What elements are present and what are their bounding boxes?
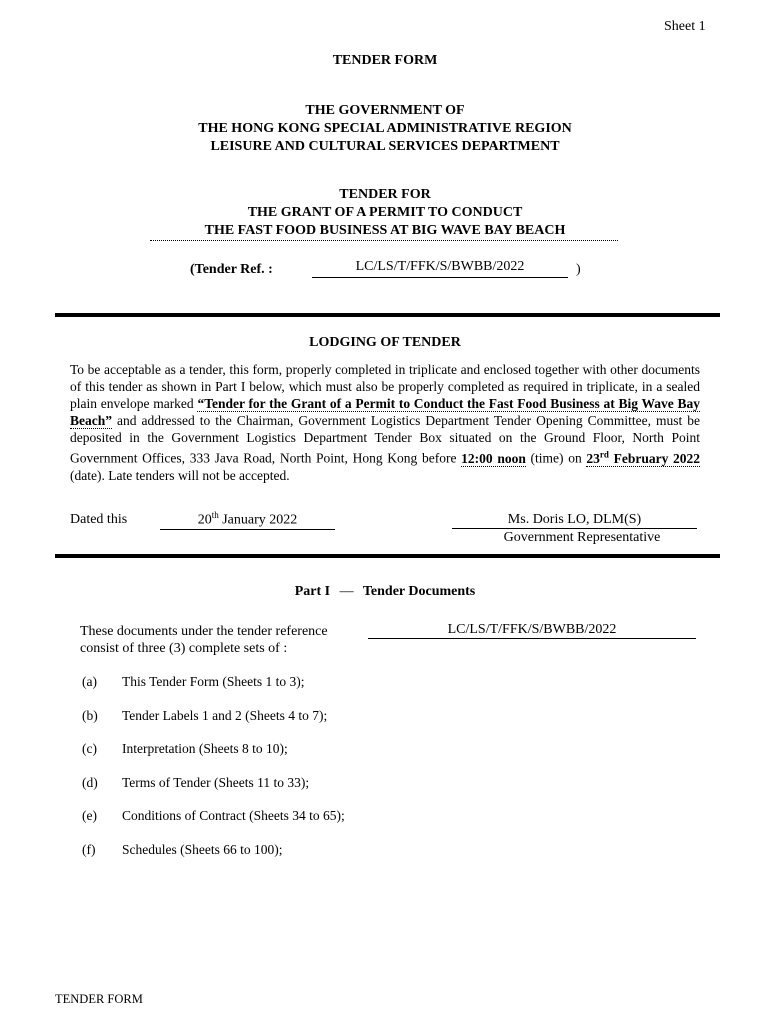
tender-line-2: THE GRANT OF A PERMIT TO CONDUCT bbox=[247, 205, 523, 220]
list-item: (d) Terms of Tender (Sheets 11 to 33); bbox=[82, 775, 310, 790]
date-label: (date). Late tenders will not be accepted. bbox=[70, 467, 290, 483]
list-item: (e) Conditions of Contract (Sheets 34 to 65); bbox=[82, 808, 345, 823]
header-line-1: THE GOVERNMENT OF bbox=[305, 103, 465, 118]
tender-line-1: TENDER FOR bbox=[339, 187, 431, 202]
dated-value: 20th January 2022 bbox=[160, 510, 335, 530]
signatory-role: Government Representative bbox=[503, 530, 661, 545]
sheet-number: Sheet 1 bbox=[664, 19, 706, 34]
list-item: (f) Schedules (Sheets 66 to 100); bbox=[82, 842, 283, 857]
tender-ref-value: LC/LS/T/FFK/S/BWBB/2022 bbox=[312, 259, 568, 278]
part1-title: Part I — Tender Documents bbox=[294, 584, 476, 599]
tender-ref-close: ) bbox=[576, 262, 581, 277]
tender-heading bbox=[0, 186, 770, 240]
part1-intro-line-2: consist of three (3) complete sets of : bbox=[80, 641, 288, 656]
signatory-name: Ms. Doris LO, DLM(S) bbox=[452, 512, 697, 529]
lodging-text-2: and addressed to the Chairman, Government Logistics Department Tender Opening Committee, must be deposited in the Government Logistics Department Tender Box situated on the Ground Floor, North Point Government Offices, 333 Java Road, North Point, Hong Kong bbox=[70, 413, 701, 466]
lodging-title: LODGING OF TENDER bbox=[309, 335, 461, 350]
header-line-2: THE HONG KONG SPECIAL ADMINISTRATIVE REGION bbox=[198, 121, 572, 136]
part1-ref-value: LC/LS/T/FFK/S/BWBB/2022 bbox=[368, 622, 696, 639]
tender-line-3: THE FAST FOOD BUSINESS AT BIG WAVE BAY BEACH bbox=[204, 223, 566, 238]
list-item: (c) Interpretation (Sheets 8 to 10); bbox=[82, 741, 288, 756]
tender-ref-label: (Tender Ref. : bbox=[190, 262, 273, 277]
envelope-marking: “Tender for the Grant of a Permit to Conduct the Fast Food Business at Big Wave Bay Beach” bbox=[70, 396, 701, 428]
footer-label: TENDER FORM bbox=[55, 992, 143, 1006]
section-divider-2 bbox=[55, 554, 720, 558]
government-header bbox=[0, 102, 770, 156]
list-item: (b) Tender Labels 1 and 2 (Sheets 4 to 7); bbox=[82, 708, 328, 723]
before-word: before bbox=[421, 450, 457, 466]
deadline-time: 12:00 noon bbox=[461, 450, 526, 466]
deadline-date: 23rd February 2022 bbox=[586, 449, 701, 466]
part1-intro-line-1: These documents under the tender reference bbox=[80, 624, 328, 639]
time-label: (time) on bbox=[530, 450, 582, 466]
lodging-text-1: To be acceptable as a tender, this form, properly completed in triplicate and enclosed together with other documents of this tender as shown in Part I below, which must also be properly completed as required in triplicate, in a sealed plain envelope marked bbox=[70, 362, 700, 411]
dated-label: Dated this bbox=[70, 512, 128, 527]
lodging-paragraph bbox=[70, 361, 700, 484]
list-item: (a) This Tender Form (Sheets 1 to 3); bbox=[82, 674, 305, 689]
section-divider bbox=[55, 313, 720, 317]
header-line-3: LEISURE AND CULTURAL SERVICES DEPARTMENT bbox=[210, 139, 560, 154]
title-dotted-rule bbox=[150, 240, 618, 241]
form-title: TENDER FORM bbox=[332, 53, 438, 68]
